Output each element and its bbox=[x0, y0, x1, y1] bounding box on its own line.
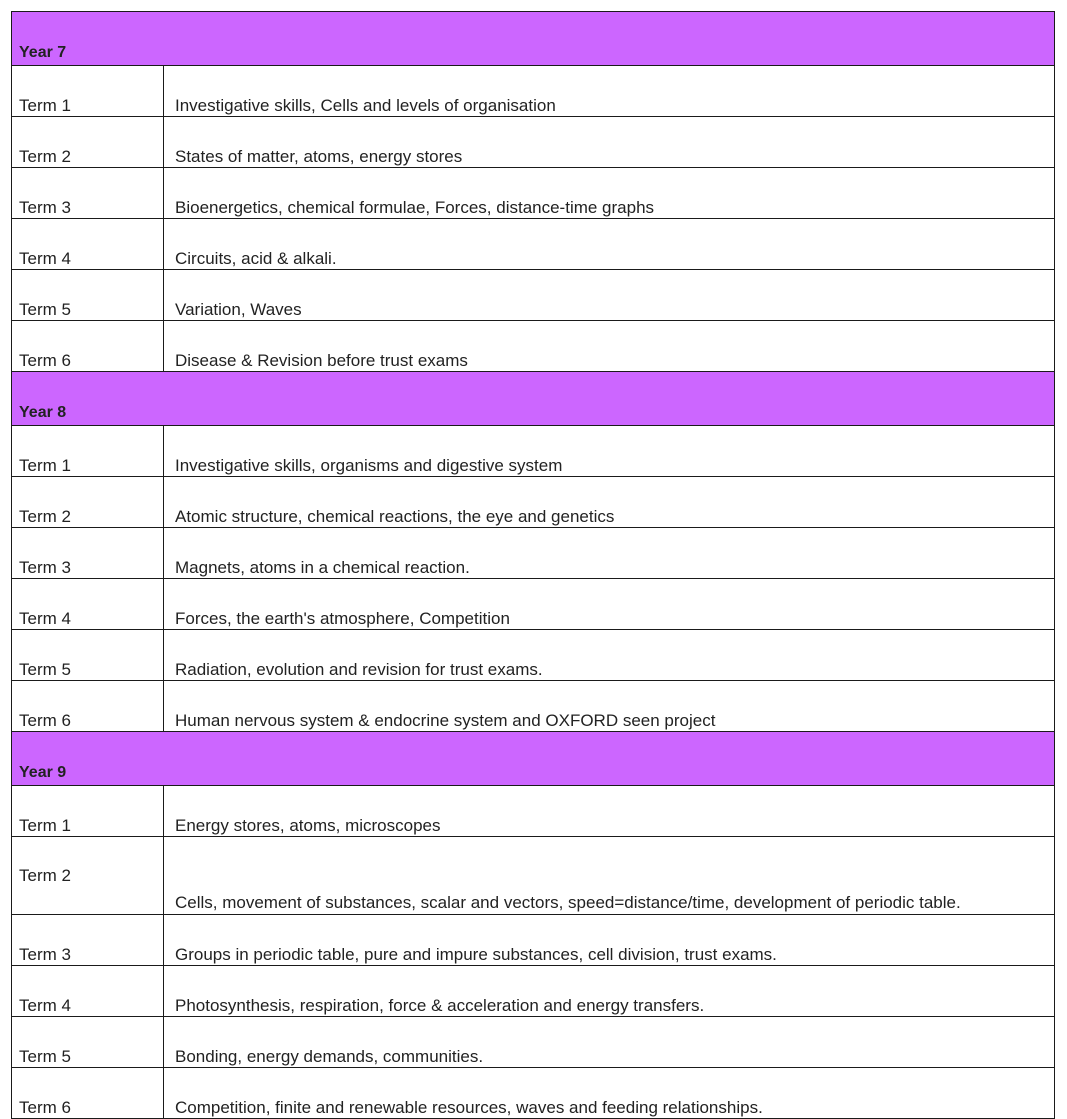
term-label: Term 1 bbox=[12, 66, 164, 117]
year-header-row bbox=[12, 372, 1055, 426]
term-topics: Magnets, atoms in a chemical reaction. bbox=[164, 528, 1055, 579]
table-row bbox=[12, 168, 1055, 219]
table-row bbox=[12, 270, 1055, 321]
table-row bbox=[12, 681, 1055, 732]
table-row bbox=[12, 528, 1055, 579]
table-row bbox=[12, 219, 1055, 270]
curriculum-table bbox=[11, 11, 1055, 1119]
year-header: Year 8 bbox=[12, 372, 1055, 426]
term-topics: Investigative skills, organisms and digestive system bbox=[164, 426, 1055, 477]
term-topics: Bioenergetics, chemical formulae, Forces, distance-time graphs bbox=[164, 168, 1055, 219]
term-topics: Bonding, energy demands, communities. bbox=[164, 1017, 1055, 1068]
term-label: Term 4 bbox=[12, 579, 164, 630]
year-header: Year 9 bbox=[12, 732, 1055, 786]
term-label: Term 3 bbox=[12, 528, 164, 579]
term-topics: Variation, Waves bbox=[164, 270, 1055, 321]
term-topics: Forces, the earth's atmosphere, Competition bbox=[164, 579, 1055, 630]
term-label: Term 6 bbox=[12, 1068, 164, 1119]
term-label: Term 5 bbox=[12, 630, 164, 681]
table-row bbox=[12, 786, 1055, 837]
curriculum-table-body bbox=[12, 12, 1055, 1119]
table-row bbox=[12, 915, 1055, 966]
term-topics: Energy stores, atoms, microscopes bbox=[164, 786, 1055, 837]
term-label: Term 5 bbox=[12, 1017, 164, 1068]
term-topics: Disease & Revision before trust exams bbox=[164, 321, 1055, 372]
term-label: Term 2 bbox=[12, 117, 164, 168]
term-topics: Groups in periodic table, pure and impure substances, cell division, trust exams. bbox=[164, 915, 1055, 966]
term-label: Term 6 bbox=[12, 321, 164, 372]
year-header: Year 7 bbox=[12, 12, 1055, 66]
year-header-row bbox=[12, 12, 1055, 66]
table-row bbox=[12, 477, 1055, 528]
table-row bbox=[12, 837, 1055, 915]
table-row bbox=[12, 966, 1055, 1017]
term-topics: Human nervous system & endocrine system and OXFORD seen project bbox=[164, 681, 1055, 732]
term-label: Term 4 bbox=[12, 219, 164, 270]
term-topics: Investigative skills, Cells and levels of organisation bbox=[164, 66, 1055, 117]
table-row bbox=[12, 1068, 1055, 1119]
term-label: Term 3 bbox=[12, 915, 164, 966]
term-label: Term 4 bbox=[12, 966, 164, 1017]
term-topics: States of matter, atoms, energy stores bbox=[164, 117, 1055, 168]
term-topics: Atomic structure, chemical reactions, the eye and genetics bbox=[164, 477, 1055, 528]
table-row bbox=[12, 66, 1055, 117]
term-topics: Circuits, acid & alkali. bbox=[164, 219, 1055, 270]
table-row bbox=[12, 1017, 1055, 1068]
term-label: Term 1 bbox=[12, 426, 164, 477]
table-row bbox=[12, 630, 1055, 681]
table-row bbox=[12, 579, 1055, 630]
term-topics: Radiation, evolution and revision for trust exams. bbox=[164, 630, 1055, 681]
term-label: Term 2 bbox=[12, 477, 164, 528]
term-label: Term 6 bbox=[12, 681, 164, 732]
term-topics: Competition, finite and renewable resources, waves and feeding relationships. bbox=[164, 1068, 1055, 1119]
term-label: Term 5 bbox=[12, 270, 164, 321]
term-topics: Cells, movement of substances, scalar and vectors, speed=distance/time, development of periodic table. bbox=[164, 837, 1055, 915]
term-label: Term 2 bbox=[12, 837, 164, 915]
table-row bbox=[12, 321, 1055, 372]
term-topics: Photosynthesis, respiration, force & acceleration and energy transfers. bbox=[164, 966, 1055, 1017]
year-header-row bbox=[12, 732, 1055, 786]
term-label: Term 1 bbox=[12, 786, 164, 837]
term-label: Term 3 bbox=[12, 168, 164, 219]
table-row bbox=[12, 426, 1055, 477]
table-row bbox=[12, 117, 1055, 168]
